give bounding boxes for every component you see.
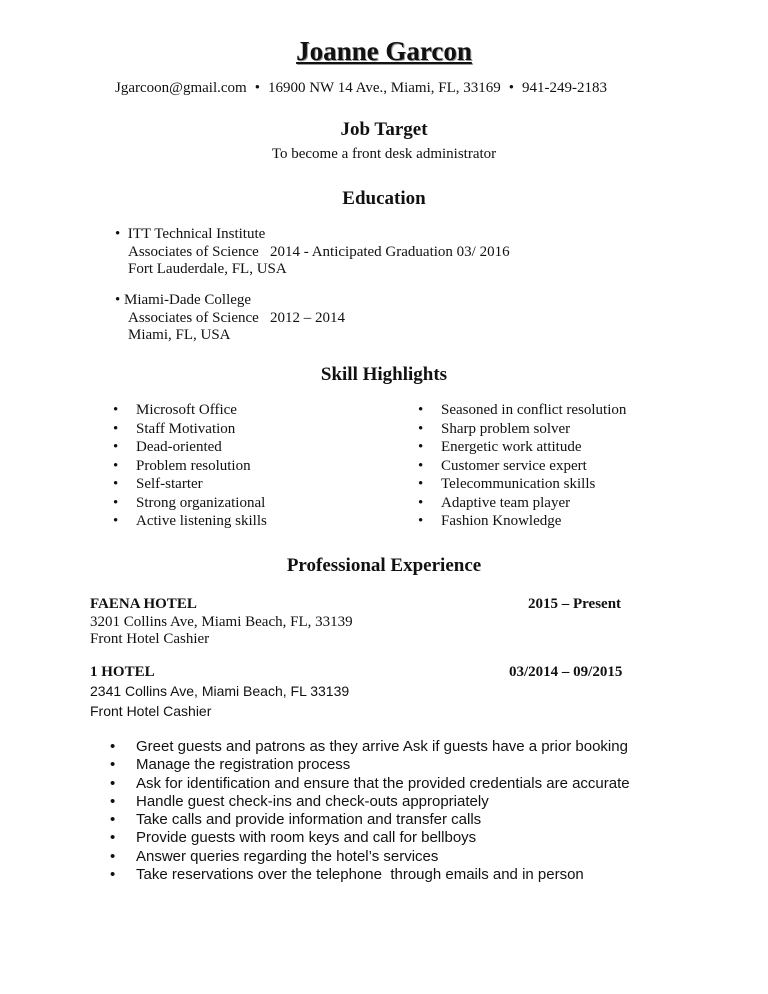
contact-line <box>115 80 607 97</box>
bullet-icon: • <box>110 811 116 829</box>
skills-heading: Skill Highlights <box>320 364 448 385</box>
list-item: • Strong organizational <box>113 494 266 511</box>
bullet-icon: • <box>113 402 119 418</box>
employer-name: FAENA HOTEL <box>90 596 197 612</box>
bullet-icon: • <box>508 80 515 96</box>
school-location: Fort Lauderdale, FL, USA <box>128 261 287 277</box>
list-item: • Dead-oriented <box>113 439 222 455</box>
email: Jgarcoon@gmail.com <box>115 80 247 96</box>
education-entry <box>115 226 510 279</box>
bullet-icon: • <box>110 792 116 810</box>
employer-address: 2341 Collins Ave, Miami Beach, FL 33139 <box>90 682 350 699</box>
list-item: • Microsoft Office <box>113 402 237 418</box>
experience-heading: Professional Experience <box>286 555 482 576</box>
bullet-icon: • <box>110 738 116 755</box>
bullet-icon: • <box>113 420 119 437</box>
bullet-icon: • <box>113 439 119 455</box>
school-name: Miami-Dade College <box>124 292 252 308</box>
bullet-icon: • <box>418 457 424 474</box>
bullet-icon: • <box>418 513 424 529</box>
bullet-icon: • <box>418 439 424 455</box>
bullet-icon: • <box>110 829 116 847</box>
bullet-icon: • <box>113 513 119 529</box>
degree: Associates of Science 2012 – 2014 <box>128 309 346 326</box>
job-title: Front Hotel Cashier <box>90 631 210 647</box>
school-name: ITT Technical Institute <box>127 226 266 242</box>
list-item: • Active listening skills <box>113 513 267 529</box>
list-item: • Seasoned in conflict resolution <box>418 402 627 418</box>
bullet-icon: • <box>418 402 424 418</box>
bullet-icon: • <box>110 847 116 865</box>
list-item: • Adaptive team player <box>418 494 571 511</box>
bullet-icon: • <box>115 292 121 308</box>
job-target-heading: Job Target <box>340 119 428 140</box>
phone: 941-249-2183 <box>522 80 608 96</box>
bullet-icon: • <box>418 494 424 511</box>
bullet-icon: • <box>115 226 121 242</box>
bullet-icon: • <box>254 80 260 96</box>
school-location: Miami, FL, USA <box>128 327 231 343</box>
bullet-icon: • <box>110 866 116 884</box>
bullet-icon: • <box>418 476 424 492</box>
employer-name: 1 HOTEL <box>90 664 155 680</box>
skills-right-list <box>418 401 698 531</box>
job-entry <box>90 664 630 722</box>
bullet-icon: • <box>418 420 424 437</box>
education-heading: Education <box>342 188 426 209</box>
address: 16900 NW 14 Ave., Miami, FL, 33169 <box>267 80 501 96</box>
job-title: Front Hotel Cashier <box>90 702 212 719</box>
degree: Associates of Science 2014 - Anticipated Graduation 03/ 2016 <box>128 243 510 260</box>
bullet-icon: • <box>113 457 119 474</box>
list-item: • Telecommunication skills <box>418 476 596 492</box>
education-entry <box>115 292 345 345</box>
job-dates: 03/2014 – 09/2015 <box>509 664 623 680</box>
bullet-icon: • <box>110 756 116 774</box>
bullet-icon: • <box>113 494 119 511</box>
job-dates: 2015 – Present <box>528 596 622 612</box>
employer-address: 3201 Collins Ave, Miami Beach, FL, 33139 <box>90 613 353 630</box>
list-item: • Problem resolution <box>113 457 251 474</box>
list-item: • Sharp problem solver <box>418 420 571 437</box>
list-item: • Fashion Knowledge <box>418 513 562 529</box>
skills-left-list <box>113 401 373 531</box>
job-target-text: To become a front desk administrator <box>271 146 497 162</box>
bullet-icon: • <box>110 774 116 792</box>
list-item: • Self-starter <box>113 476 203 492</box>
list-item: • Energetic work attitude <box>418 439 582 455</box>
list-item: • Staff Motivation <box>113 420 236 437</box>
list-item: • Customer service expert <box>418 457 587 474</box>
resume-name: Joanne Garcon <box>296 36 472 66</box>
bullet-icon: • <box>113 476 119 492</box>
job-entry <box>90 596 630 649</box>
